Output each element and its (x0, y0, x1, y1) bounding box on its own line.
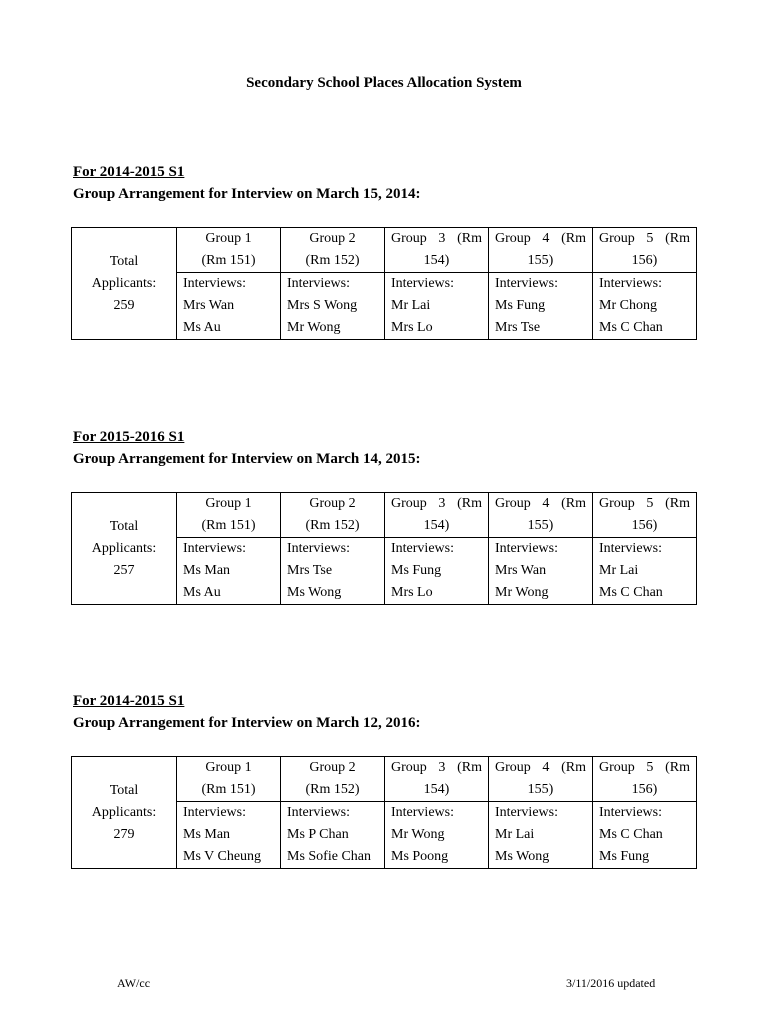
year-heading: For 2014-2015 S1 (73, 164, 185, 180)
group-1-interviewers: Interviews: Mrs Wan Ms Au (177, 273, 281, 340)
group-5-header: Group 5 (Rm 156) (593, 493, 697, 538)
arrangement-heading: Group Arrangement for Interview on March 15, 2014: (73, 186, 421, 202)
group-2-interviewers: Interviews: Mrs S Wong Mr Wong (281, 273, 385, 340)
arrangement-heading: Group Arrangement for Interview on March 12, 2016: (73, 715, 421, 731)
total-applicants-value: 279 (113, 826, 135, 842)
group-4-interviewers: Interviews: Ms Fung Mrs Tse (489, 273, 593, 340)
group-2-header: Group 2 (Rm 152) (281, 493, 385, 538)
section-2015 (73, 426, 699, 600)
total-applicants-cell: Total Applicants: 257 (72, 493, 177, 605)
group-5-interviewers: Interviews: Mr Lai Ms C Chan (593, 538, 697, 605)
group-2-header: Group 2 (Rm 152) (281, 228, 385, 273)
group-4-header: Group 4 (Rm 155) (489, 493, 593, 538)
group-1-interviewers: Interviews: Ms Man Ms Au (177, 538, 281, 605)
group-4-interviewers: Interviews: Mr Lai Ms Wong (489, 802, 593, 869)
group-table (71, 492, 697, 605)
total-applicants-cell: Total Applicants: 259 (72, 228, 177, 340)
group-1-interviewers: Interviews: Ms Man Ms V Cheung (177, 802, 281, 869)
group-5-interviewers: Interviews: Mr Chong Ms C Chan (593, 273, 697, 340)
group-3-interviewers: Interviews: Mr Lai Mrs Lo (385, 273, 489, 340)
group-3-interviewers: Interviews: Mr Wong Ms Poong (385, 802, 489, 869)
group-4-header: Group 4 (Rm 155) (489, 757, 593, 802)
group-table (71, 227, 697, 340)
group-2-interviewers: Interviews: Ms P Chan Ms Sofie Chan (281, 802, 385, 869)
group-1-header: Group 1 (Rm 151) (177, 493, 281, 538)
total-applicants-cell: Total Applicants: 279 (72, 757, 177, 869)
group-3-header: Group 3 (Rm 154) (385, 493, 489, 538)
arrangement-heading: Group Arrangement for Interview on March 14, 2015: (73, 451, 421, 467)
document-title: Secondary School Places Allocation System (246, 75, 522, 91)
group-5-interviewers: Interviews: Ms C Chan Ms Fung (593, 802, 697, 869)
group-3-header: Group 3 (Rm 154) (385, 757, 489, 802)
group-2-interviewers: Interviews: Mrs Tse Ms Wong (281, 538, 385, 605)
group-3-interviewers: Interviews: Ms Fung Mrs Lo (385, 538, 489, 605)
group-5-header: Group 5 (Rm 156) (593, 757, 697, 802)
group-table (71, 756, 697, 869)
group-2-header: Group 2 (Rm 152) (281, 757, 385, 802)
group-1-header: Group 1 (Rm 151) (177, 228, 281, 273)
year-heading: For 2014-2015 S1 (73, 693, 185, 709)
group-5-header: Group 5 (Rm 156) (593, 228, 697, 273)
total-applicants-value: 257 (113, 562, 135, 578)
group-3-header: Group 3 (Rm 154) (385, 228, 489, 273)
footer-updated-date: 3/11/2016 updated (566, 976, 656, 990)
group-4-header: Group 4 (Rm 155) (489, 228, 593, 273)
footer-initials: AW/cc (117, 976, 151, 990)
group-1-header: Group 1 (Rm 151) (177, 757, 281, 802)
section-2014 (73, 161, 699, 335)
year-heading: For 2015-2016 S1 (73, 429, 185, 445)
section-2016 (73, 690, 699, 864)
group-4-interviewers: Interviews: Mrs Wan Mr Wong (489, 538, 593, 605)
total-applicants-value: 259 (113, 297, 135, 313)
